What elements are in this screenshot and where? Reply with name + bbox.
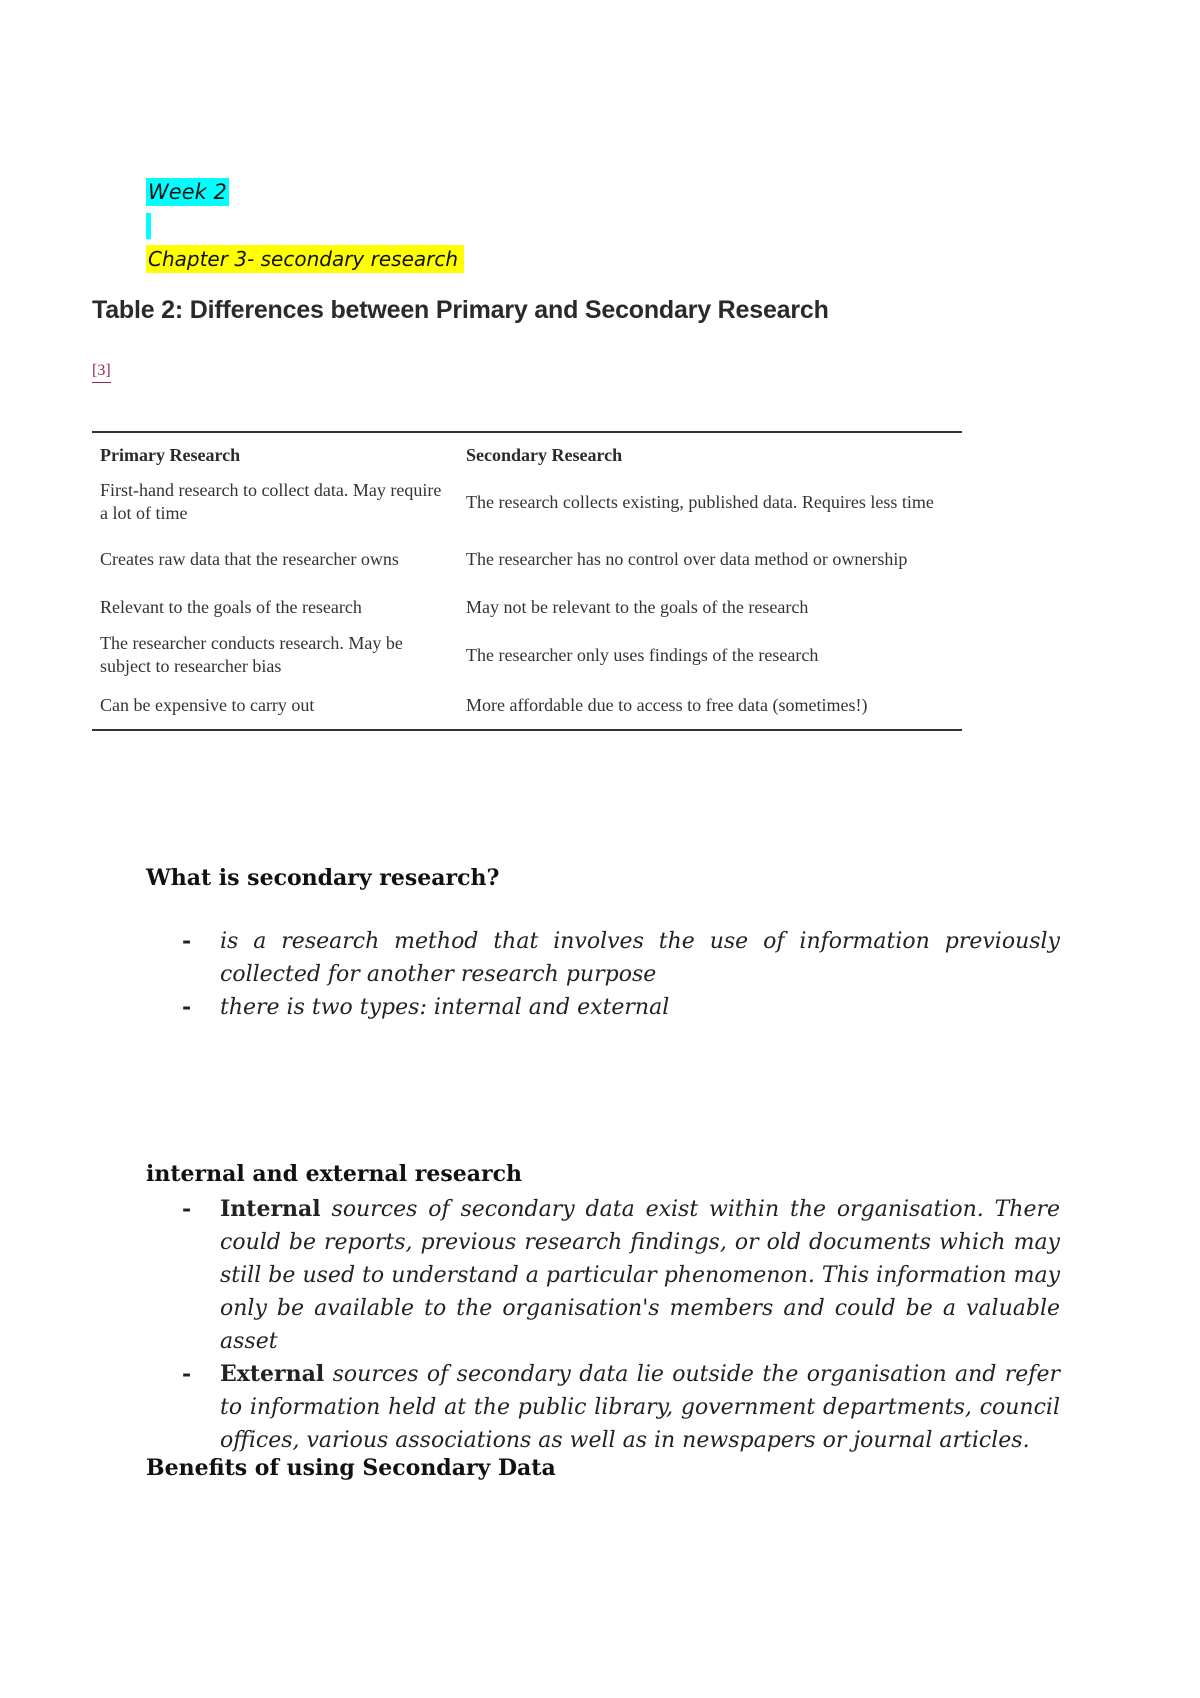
- week-label: Week 2: [148, 180, 227, 204]
- text-cursor-highlight: [146, 213, 151, 239]
- reference-link[interactable]: [3]: [92, 362, 111, 383]
- secondary-cell: May not be relevant to the goals of the research: [466, 596, 809, 617]
- list-item-lead: Internal: [220, 1196, 321, 1222]
- primary-cell: Can be expensive to carry out: [100, 694, 315, 715]
- table-row: [92, 626, 962, 684]
- secondary-cell: More affordable due to access to free data (sometimes!): [466, 694, 868, 715]
- sources-list: [180, 1193, 1060, 1457]
- list-item: [180, 925, 1060, 991]
- secondary-cell: The researcher only uses findings of the research: [466, 644, 819, 665]
- primary-cell: Creates raw data that the researcher owns: [100, 548, 399, 569]
- header-secondary: Secondary Research: [466, 445, 623, 465]
- primary-cell: Relevant to the goals of the research: [100, 596, 362, 617]
- section-heading-internal-external: internal and external research: [146, 1161, 522, 1187]
- list-item-lead: External: [220, 1361, 325, 1387]
- secondary-cell: The researcher has no control over data method or ownership: [466, 548, 908, 569]
- secondary-cell: The research collects existing, published data. Requires less time: [466, 491, 934, 512]
- list-item-text: sources of secondary data lie outside the organisation and refer to information held at the public library, government departments, council offices, various associations as well as in newspapers or journal articles.: [220, 1362, 1060, 1453]
- table-header-row: [92, 432, 962, 474]
- list-item-text: sources of secondary data exist within the organisation. There could be reports, previous research findings, or old documents which may still be used to understand a particular phenomenon. This information may only be available to the organisation's members and could be a valuable asset: [220, 1197, 1060, 1354]
- header-primary: Primary Research: [100, 445, 241, 465]
- list-item: [180, 991, 1060, 1024]
- table-row: [92, 474, 962, 530]
- comparison-table: [92, 431, 962, 731]
- definition-list: [180, 925, 1060, 1024]
- chapter-label: Chapter 3- secondary research: [146, 245, 464, 273]
- section-heading-what-is: What is secondary research?: [146, 865, 500, 891]
- primary-cell: First-hand research to collect data. May require a lot of time: [100, 480, 442, 523]
- table-row: [92, 684, 962, 730]
- list-item: [180, 1193, 1060, 1358]
- primary-cell: The researcher conducts research. May be subject to researcher bias: [100, 633, 403, 676]
- list-item-text: there is two types: internal and external: [220, 995, 670, 1020]
- dash-bullet: -: [182, 994, 192, 1020]
- dash-bullet: -: [182, 928, 192, 954]
- list-item: [180, 1358, 1060, 1457]
- list-item-text: is a research method that involves the use of information previously collected for another research purpose: [220, 929, 1060, 987]
- table-title: Table 2: Differences between Primary and Secondary Research: [92, 296, 829, 324]
- table-row: [92, 588, 962, 626]
- section-heading-benefits: Benefits of using Secondary Data: [146, 1455, 556, 1481]
- dash-bullet: -: [182, 1196, 192, 1222]
- table-row: [92, 530, 962, 588]
- dash-bullet: -: [182, 1361, 192, 1387]
